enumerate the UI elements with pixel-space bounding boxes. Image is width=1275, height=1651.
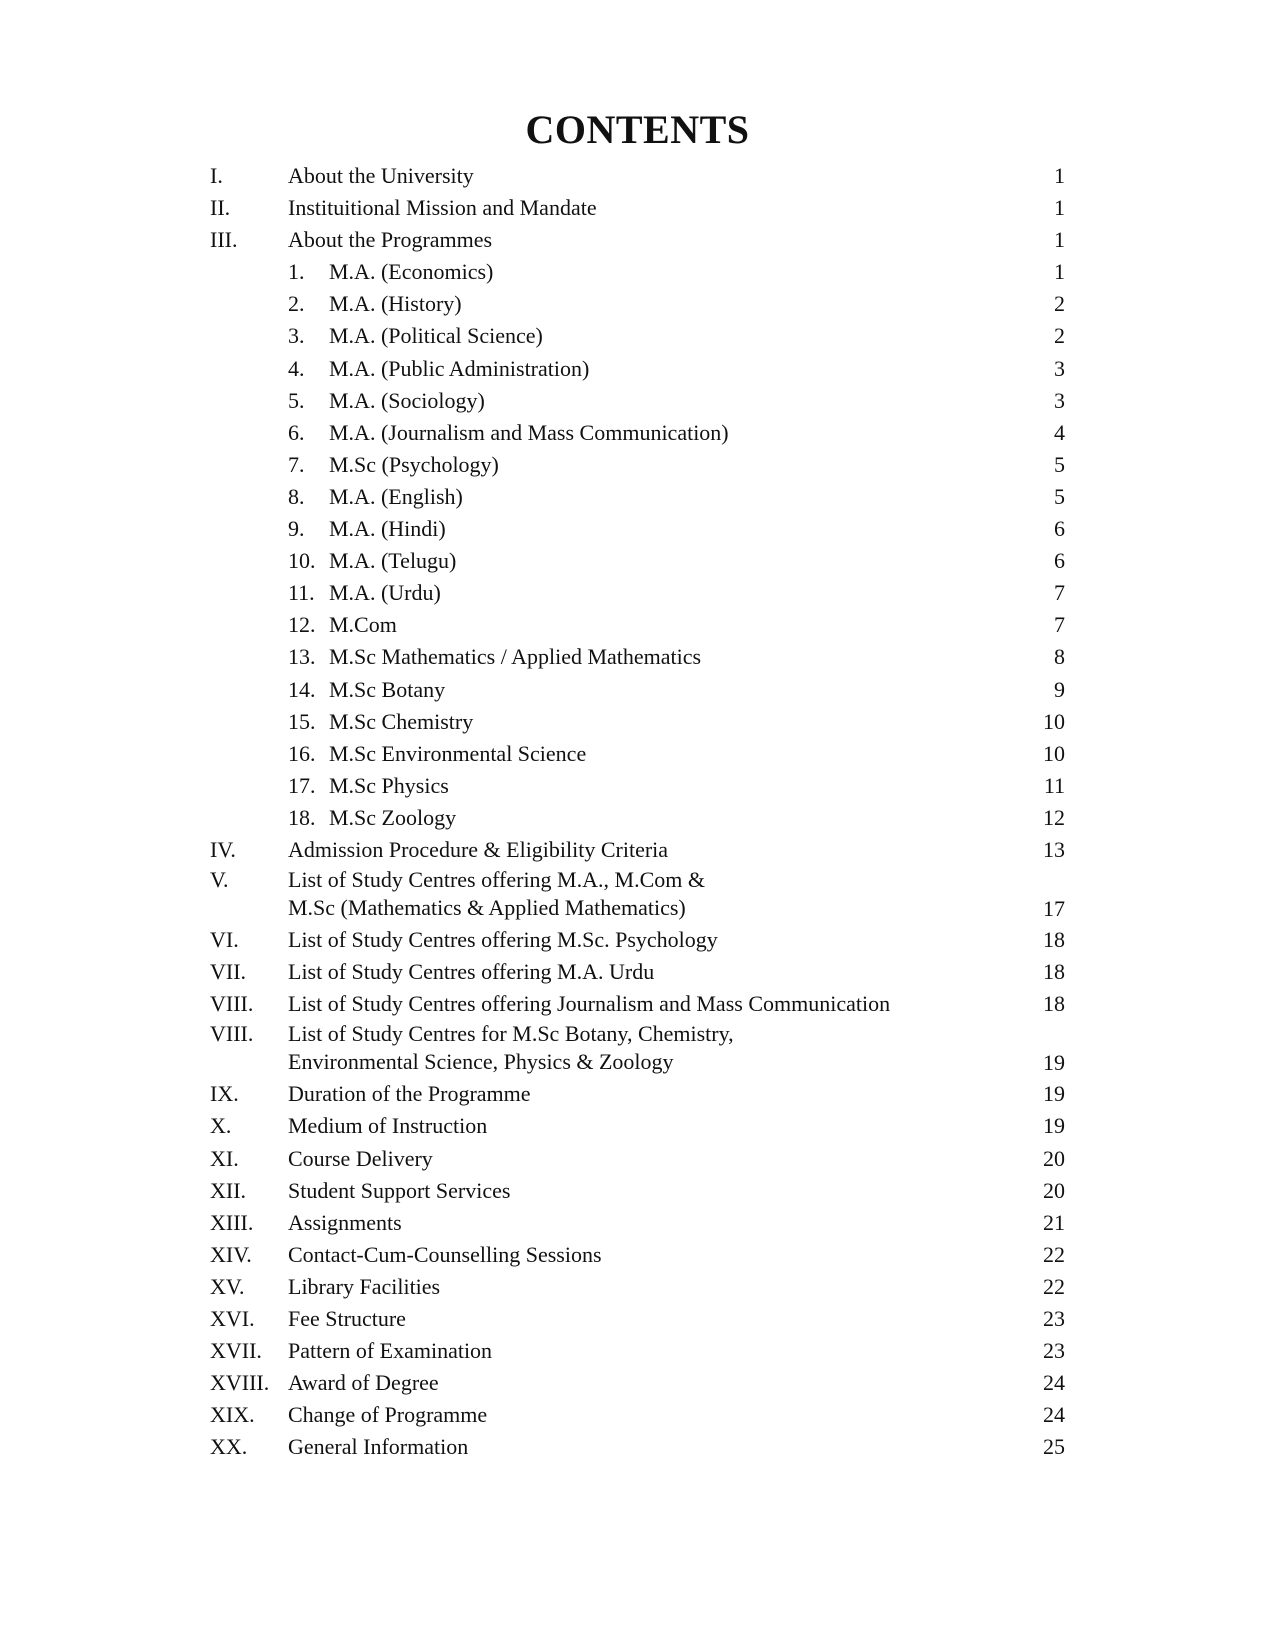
entry-title-line-2: M.Sc (Mathematics & Applied Mathematics) <box>288 895 686 921</box>
page-number: 7 <box>1054 612 1065 638</box>
section-number: XV. <box>210 1273 245 1299</box>
subsection-number: 13. <box>288 644 316 670</box>
section-number: XII. <box>210 1177 247 1203</box>
toc-entry <box>0 1207 1275 1239</box>
toc-entry <box>0 385 1275 417</box>
page-number: 2 <box>1054 323 1065 349</box>
entry-title <box>288 988 890 1020</box>
subsection-number: 10. <box>288 548 316 574</box>
entry-title-line: Library Facilities <box>288 1273 441 1299</box>
entry-title <box>329 674 445 706</box>
entry-title-line: M.A. (Journalism and Mass Communication) <box>329 419 729 445</box>
entry-title-line: M.A. (Sociology) <box>329 387 485 413</box>
section-number: IX. <box>210 1081 239 1107</box>
page-number: 18 <box>1043 959 1065 985</box>
page-number: 20 <box>1043 1177 1065 1203</box>
toc-entry <box>0 1367 1275 1399</box>
entry-title <box>329 609 397 641</box>
section-number: XIX. <box>210 1402 255 1428</box>
section-number: VI. <box>210 927 239 953</box>
page-number: 9 <box>1054 676 1065 702</box>
entry-title-line: M.Sc Chemistry <box>329 708 474 734</box>
page-number: 19 <box>1043 1050 1065 1076</box>
subsection-number: 6. <box>288 419 305 445</box>
subsection-number: 11. <box>288 580 315 606</box>
toc-entry <box>0 1271 1275 1303</box>
page-number: 1 <box>1054 195 1065 221</box>
toc-entry <box>0 641 1275 673</box>
entry-title <box>329 385 485 417</box>
entry-title <box>329 738 586 770</box>
entry-title-line: Change of Programme <box>288 1402 488 1428</box>
toc-entry <box>0 802 1275 834</box>
toc-entry <box>0 770 1275 802</box>
toc-entry <box>0 1020 1275 1078</box>
page-number: 21 <box>1043 1209 1065 1235</box>
entry-title <box>329 288 462 320</box>
section-number: XVII. <box>210 1338 262 1364</box>
subsection-number: 17. <box>288 772 316 798</box>
entry-title-line: List of Study Centres offering Journalism and Mass Communication <box>288 991 891 1017</box>
entry-title-line: Admission Procedure & Eligibility Criteria <box>288 836 669 862</box>
subsection-number: 1. <box>288 259 305 285</box>
page-number: 1 <box>1054 163 1065 188</box>
entry-title-line: M.Sc Zoology <box>329 804 457 830</box>
subsection-number: 16. <box>288 740 316 766</box>
toc-entry <box>0 866 1275 924</box>
entry-title <box>288 1020 734 1076</box>
entry-title <box>288 1367 439 1399</box>
section-number: XIII. <box>210 1209 254 1235</box>
entry-title-line: Course Delivery <box>288 1145 433 1171</box>
page-number: 1 <box>1054 259 1065 285</box>
subsection-number: 18. <box>288 804 316 830</box>
entry-title <box>329 545 456 577</box>
entry-title <box>288 866 705 922</box>
toc-entry <box>0 481 1275 513</box>
toc-entry <box>0 1335 1275 1367</box>
section-number: V. <box>210 867 229 893</box>
page-number: 19 <box>1043 1081 1065 1107</box>
toc-entry <box>0 256 1275 288</box>
toc-entry <box>0 1175 1275 1207</box>
page-number: 10 <box>1043 708 1065 734</box>
entry-title-line: Medium of Instruction <box>288 1113 488 1139</box>
entry-title-line: M.Sc (Psychology) <box>329 451 499 477</box>
entry-title <box>288 192 597 224</box>
entry-title-line: Fee Structure <box>288 1306 406 1331</box>
entry-title <box>329 481 463 513</box>
entry-title <box>329 641 701 673</box>
toc-entry <box>0 1143 1275 1175</box>
page-number: 5 <box>1054 451 1065 477</box>
toc-entry <box>0 834 1275 866</box>
toc-entry <box>0 577 1275 609</box>
subsection-number: 9. <box>288 516 305 542</box>
section-number: VIII. <box>210 991 254 1017</box>
entry-title <box>288 224 492 256</box>
subsection-number: 4. <box>288 355 305 381</box>
section-number: XVI. <box>210 1306 255 1331</box>
entry-title-line: About the University <box>288 163 474 188</box>
entry-title <box>329 256 493 288</box>
subsection-number: 7. <box>288 451 305 477</box>
page-number: 22 <box>1043 1273 1065 1299</box>
page-number: 24 <box>1043 1370 1065 1396</box>
entry-title-line: M.A. (Political Science) <box>329 323 543 349</box>
section-number: III. <box>210 227 238 253</box>
toc-entry <box>0 1431 1275 1463</box>
entry-title-line: Assignments <box>288 1209 402 1235</box>
entry-title-line: Instituitional Mission and Mandate <box>288 195 597 221</box>
toc-entry <box>0 320 1275 352</box>
section-number: XIV. <box>210 1241 252 1267</box>
entry-title <box>329 513 446 545</box>
entry-title-line: M.Com <box>329 612 397 638</box>
entry-title-line: M.A. (English) <box>329 483 463 509</box>
page-number: 8 <box>1054 644 1065 670</box>
section-number: XX. <box>210 1434 248 1460</box>
section-number: II. <box>210 195 231 221</box>
entry-title <box>288 924 718 956</box>
toc-entry <box>0 674 1275 706</box>
entry-title <box>288 160 474 192</box>
entry-title <box>288 1078 531 1110</box>
page-number: 1 <box>1054 227 1065 253</box>
page-number: 20 <box>1043 1145 1065 1171</box>
entry-title-line: M.Sc Physics <box>329 772 449 798</box>
toc-entry <box>0 924 1275 956</box>
page-number: 24 <box>1043 1402 1065 1428</box>
entry-title-line: List of Study Centres offering M.A., M.Com & <box>288 867 705 893</box>
toc-entry <box>0 1303 1275 1335</box>
entry-title <box>288 956 654 988</box>
subsection-number: 2. <box>288 291 305 317</box>
entry-title <box>288 1143 433 1175</box>
entry-title-line: Award of Degree <box>288 1370 439 1396</box>
section-number: X. <box>210 1113 232 1139</box>
page-title: CONTENTS <box>525 107 750 152</box>
entry-title <box>288 1303 406 1335</box>
toc-entry <box>0 513 1275 545</box>
subsection-number: 5. <box>288 387 305 413</box>
entry-title <box>288 1175 510 1207</box>
entry-title-line: List of Study Centres offering M.Sc. Psychology <box>288 927 718 953</box>
section-number: XVIII. <box>210 1370 270 1396</box>
entry-title-line: M.Sc Environmental Science <box>329 740 587 766</box>
subsection-number: 14. <box>288 676 316 702</box>
table-of-contents <box>0 160 1275 1463</box>
toc-entry <box>0 160 1275 192</box>
subsection-number: 3. <box>288 323 305 349</box>
page-number: 7 <box>1054 580 1065 606</box>
entry-title-line: M.A. (Economics) <box>329 259 494 285</box>
entry-title-line: M.A. (Urdu) <box>329 580 441 606</box>
entry-title-line: Pattern of Examination <box>288 1338 493 1364</box>
entry-title <box>329 320 543 352</box>
toc-entry <box>0 988 1275 1020</box>
page-number: 11 <box>1043 772 1065 798</box>
section-number: IV. <box>210 836 236 862</box>
toc-entry <box>0 1239 1275 1271</box>
toc-entry <box>0 956 1275 988</box>
entry-title <box>288 834 668 866</box>
entry-title <box>288 1207 402 1239</box>
page-number: 12 <box>1043 804 1065 830</box>
page-number: 25 <box>1043 1434 1065 1460</box>
entry-title-line: Student Support Services <box>288 1177 511 1203</box>
toc-entry <box>0 1110 1275 1142</box>
entry-title-line: List of Study Centres for M.Sc Botany, Chemistry, <box>288 1021 734 1047</box>
entry-title-line: Duration of the Programme <box>288 1081 531 1107</box>
toc-entry <box>0 417 1275 449</box>
entry-title-line: M.A. (Public Administration) <box>329 355 590 381</box>
page-number: 6 <box>1054 548 1065 574</box>
page-number: 3 <box>1054 387 1065 413</box>
page-number: 6 <box>1054 516 1065 542</box>
section-number: VIII. <box>210 1021 254 1047</box>
entry-title-line: M.Sc Botany <box>329 676 446 702</box>
entry-title <box>329 706 473 738</box>
section-number: XI. <box>210 1145 239 1171</box>
page-number: 5 <box>1054 483 1065 509</box>
toc-entry <box>0 224 1275 256</box>
page-number: 10 <box>1043 740 1065 766</box>
entry-title <box>288 1335 492 1367</box>
subsection-number: 8. <box>288 483 305 509</box>
page-number: 13 <box>1043 836 1065 862</box>
entry-title <box>329 770 449 802</box>
entry-title-line: List of Study Centres offering M.A. Urdu <box>288 959 655 985</box>
entry-title <box>329 577 441 609</box>
entry-title <box>329 802 456 834</box>
page-number: 19 <box>1043 1113 1065 1139</box>
page-number: 18 <box>1043 991 1065 1017</box>
section-number: VII. <box>210 959 247 985</box>
entry-title-line: M.A. (History) <box>329 291 462 317</box>
entry-title <box>329 353 589 385</box>
entry-title <box>288 1110 487 1142</box>
page-number: 23 <box>1043 1338 1065 1364</box>
toc-entry <box>0 288 1275 320</box>
entry-title <box>288 1399 487 1431</box>
toc-entry <box>0 609 1275 641</box>
toc-entry <box>0 449 1275 481</box>
section-number: I. <box>210 163 223 188</box>
toc-entry <box>0 192 1275 224</box>
page-number: 4 <box>1054 419 1065 445</box>
entry-title-line: M.A. (Hindi) <box>329 516 446 542</box>
entry-title-line-2: Environmental Science, Physics & Zoology <box>288 1049 674 1075</box>
entry-title <box>288 1431 468 1463</box>
toc-entry <box>0 1399 1275 1431</box>
page-number: 23 <box>1043 1306 1065 1331</box>
page-number: 17 <box>1043 896 1065 922</box>
entry-title-line: M.A. (Telugu) <box>329 548 457 574</box>
toc-entry <box>0 545 1275 577</box>
toc-entry <box>0 706 1275 738</box>
entry-title <box>329 417 729 449</box>
toc-entry <box>0 738 1275 770</box>
subsection-number: 12. <box>288 612 316 638</box>
page-number: 22 <box>1043 1241 1065 1267</box>
entry-title <box>288 1271 440 1303</box>
entry-title-line: About the Programmes <box>288 227 493 253</box>
toc-entry <box>0 353 1275 385</box>
page-number: 3 <box>1054 355 1065 381</box>
entry-title <box>288 1239 602 1271</box>
entry-title-line: M.Sc Mathematics / Applied Mathematics <box>329 644 702 670</box>
page-number: 2 <box>1054 291 1065 317</box>
page-number: 18 <box>1043 927 1065 953</box>
entry-title <box>329 449 499 481</box>
toc-entry <box>0 1078 1275 1110</box>
entry-title-line: General Information <box>288 1434 469 1460</box>
subsection-number: 15. <box>288 708 316 734</box>
entry-title-line: Contact-Cum-Counselling Sessions <box>288 1241 602 1267</box>
